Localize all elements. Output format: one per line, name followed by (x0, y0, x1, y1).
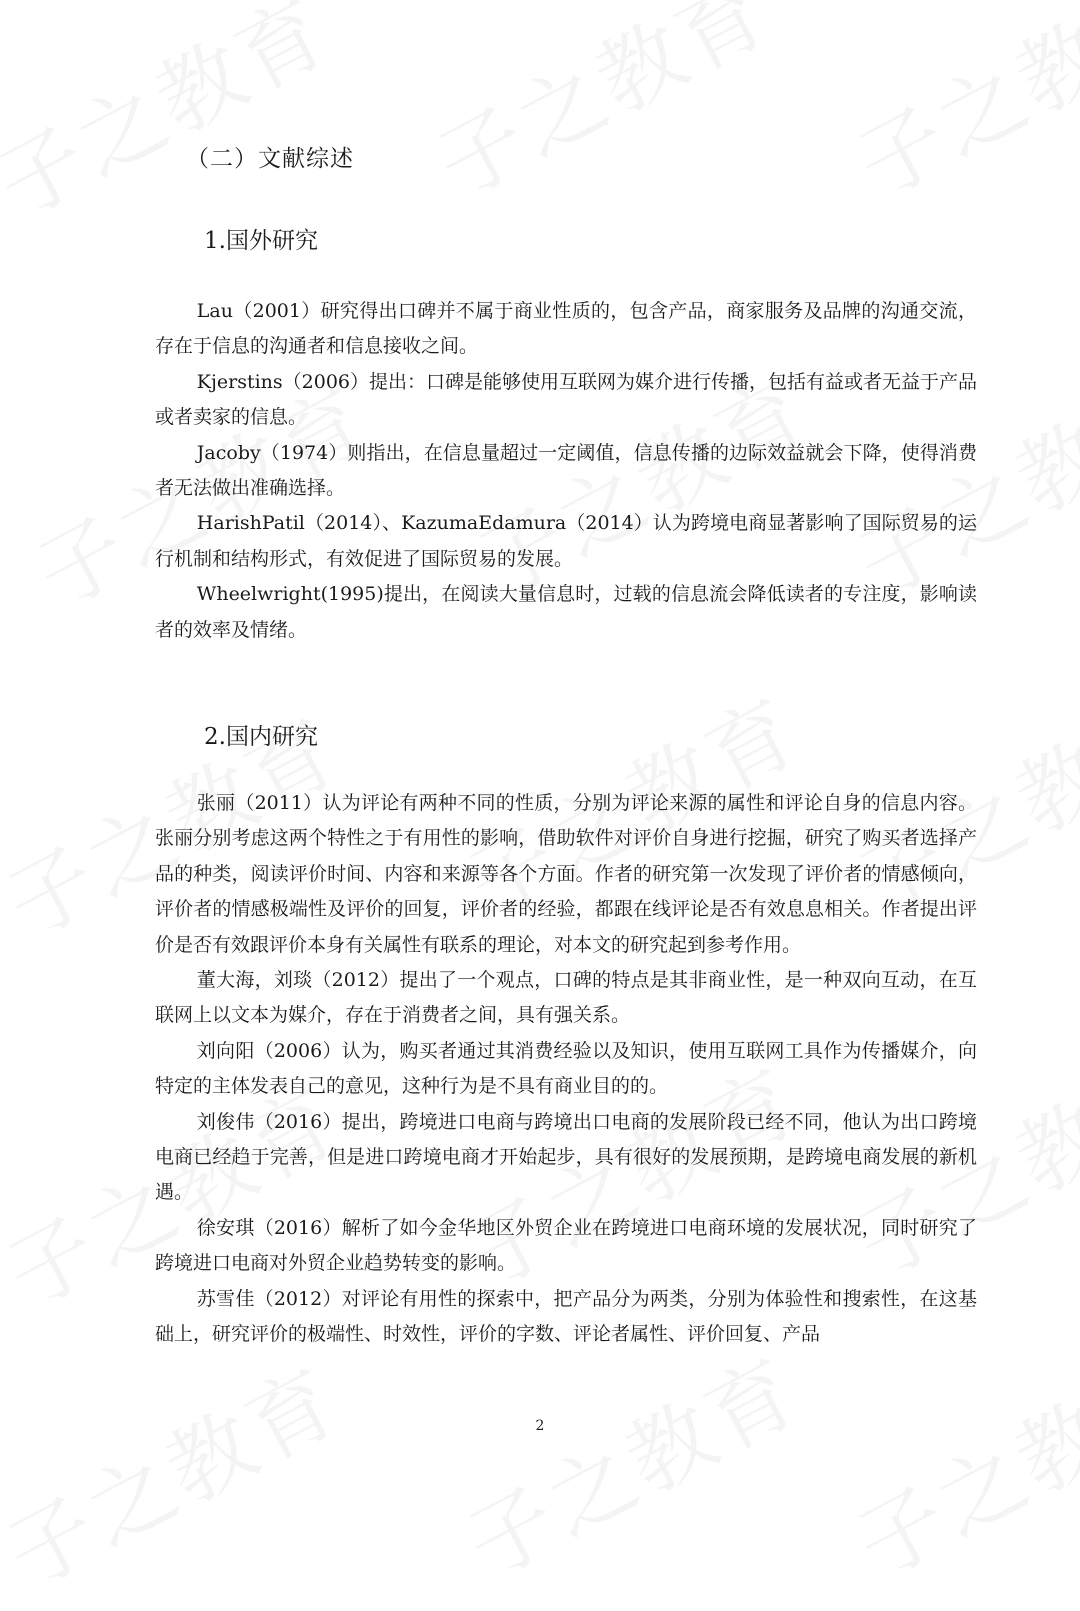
paragraph: HarishPatil（2014）、KazumaEdamura（2014）认为跨境电商显著影响了国际贸易的运行机制和结构形式，有效促进了国际贸易的发展。 (155, 512, 977, 570)
section-title: （二）文献综述 (186, 146, 354, 172)
paragraph: Jacoby（1974）则指出，在信息量超过一定阈值，信息传播的边际效益就会下降，使得消费者无法做出准确选择。 (155, 441, 977, 500)
paragraph: 刘俊伟（2016）提出，跨境进口电商与跨境出口电商的发展阶段已经不同，他认为出口跨境电商已经趋于完善，但是进口跨境电商才开始起步，具有很好的发展预期，是跨境电商发展的新机遇。 (155, 1110, 977, 1204)
watermark (442, 1323, 818, 1601)
foreign-research-body (155, 294, 977, 648)
paragraph: 刘向阳（2006）认为，购买者通过其消费经验以及知识，使用互联网工具作为传播媒介，向特定的主体发表自己的意见，这种行为是不具有商业目的的。 (155, 1039, 977, 1098)
watermark (412, 0, 788, 221)
paragraph: Kjerstins（2006）提出：口碑是能够使用互联网为媒介进行传播，包括有益或者无益于产品或者卖家的信息。 (155, 370, 978, 429)
watermark (832, 0, 1080, 221)
watermark (0, 0, 348, 241)
foreign-research-heading: 1.国外研究 (204, 228, 318, 254)
paragraph: 张丽（2011）认为评论有两种不同的性质，分别为评论来源的属性和评论自身的信息内容。张丽分别考虑这两个特性之于有用性的影响，借助软件对评价自身进行挖掘，研究了购买者选择产品的种类，阅读评价时间、内容和来源等各个方面。作者的研究第一次发现了评价者的情感倾向，评价者的情感极端性及评价的回复，评价者的经验，都跟在线评论是否有效息息相关。作者提出评价是否有效跟评价本身有关属性有联系的理论，对本文的研究起到参考作用。 (155, 792, 977, 956)
watermark (0, 1333, 358, 1611)
domestic-research-body (155, 786, 977, 1353)
watermark (832, 1323, 1080, 1601)
paragraph: 董大海，刘琰（2012）提出了一个观点，口碑的特点是其非商业性，是一种双向互动，在互联网上以文本为媒介，存在于消费者之间，具有强关系。 (155, 969, 977, 1027)
paragraph: Wheelwright(1995)提出，在阅读大量信息时，过载的信息流会降低读者的专注度，影响读者的效率及情绪。 (155, 583, 977, 641)
page-number: 2 (535, 1418, 545, 1434)
paragraph: 苏雪佳（2012）对评论有用性的探索中，把产品分为两类，分别为体验性和搜索性，在这基础上，研究评价的极端性、时效性，评价的字数、评论者属性、评价回复、产品 (155, 1287, 977, 1346)
paragraph: 徐安琪（2016）解析了如今金华地区外贸企业在跨境进口电商环境的发展状况，同时研究了跨境进口电商对外贸企业趋势转变的影响。 (155, 1216, 977, 1275)
paragraph: Lau（2001）研究得出口碑并不属于商业性质的，包含产品，商家服务及品牌的沟通交流，存在于信息的沟通者和信息接收之间。 (155, 300, 977, 358)
domestic-research-heading: 2.国内研究 (204, 724, 318, 750)
